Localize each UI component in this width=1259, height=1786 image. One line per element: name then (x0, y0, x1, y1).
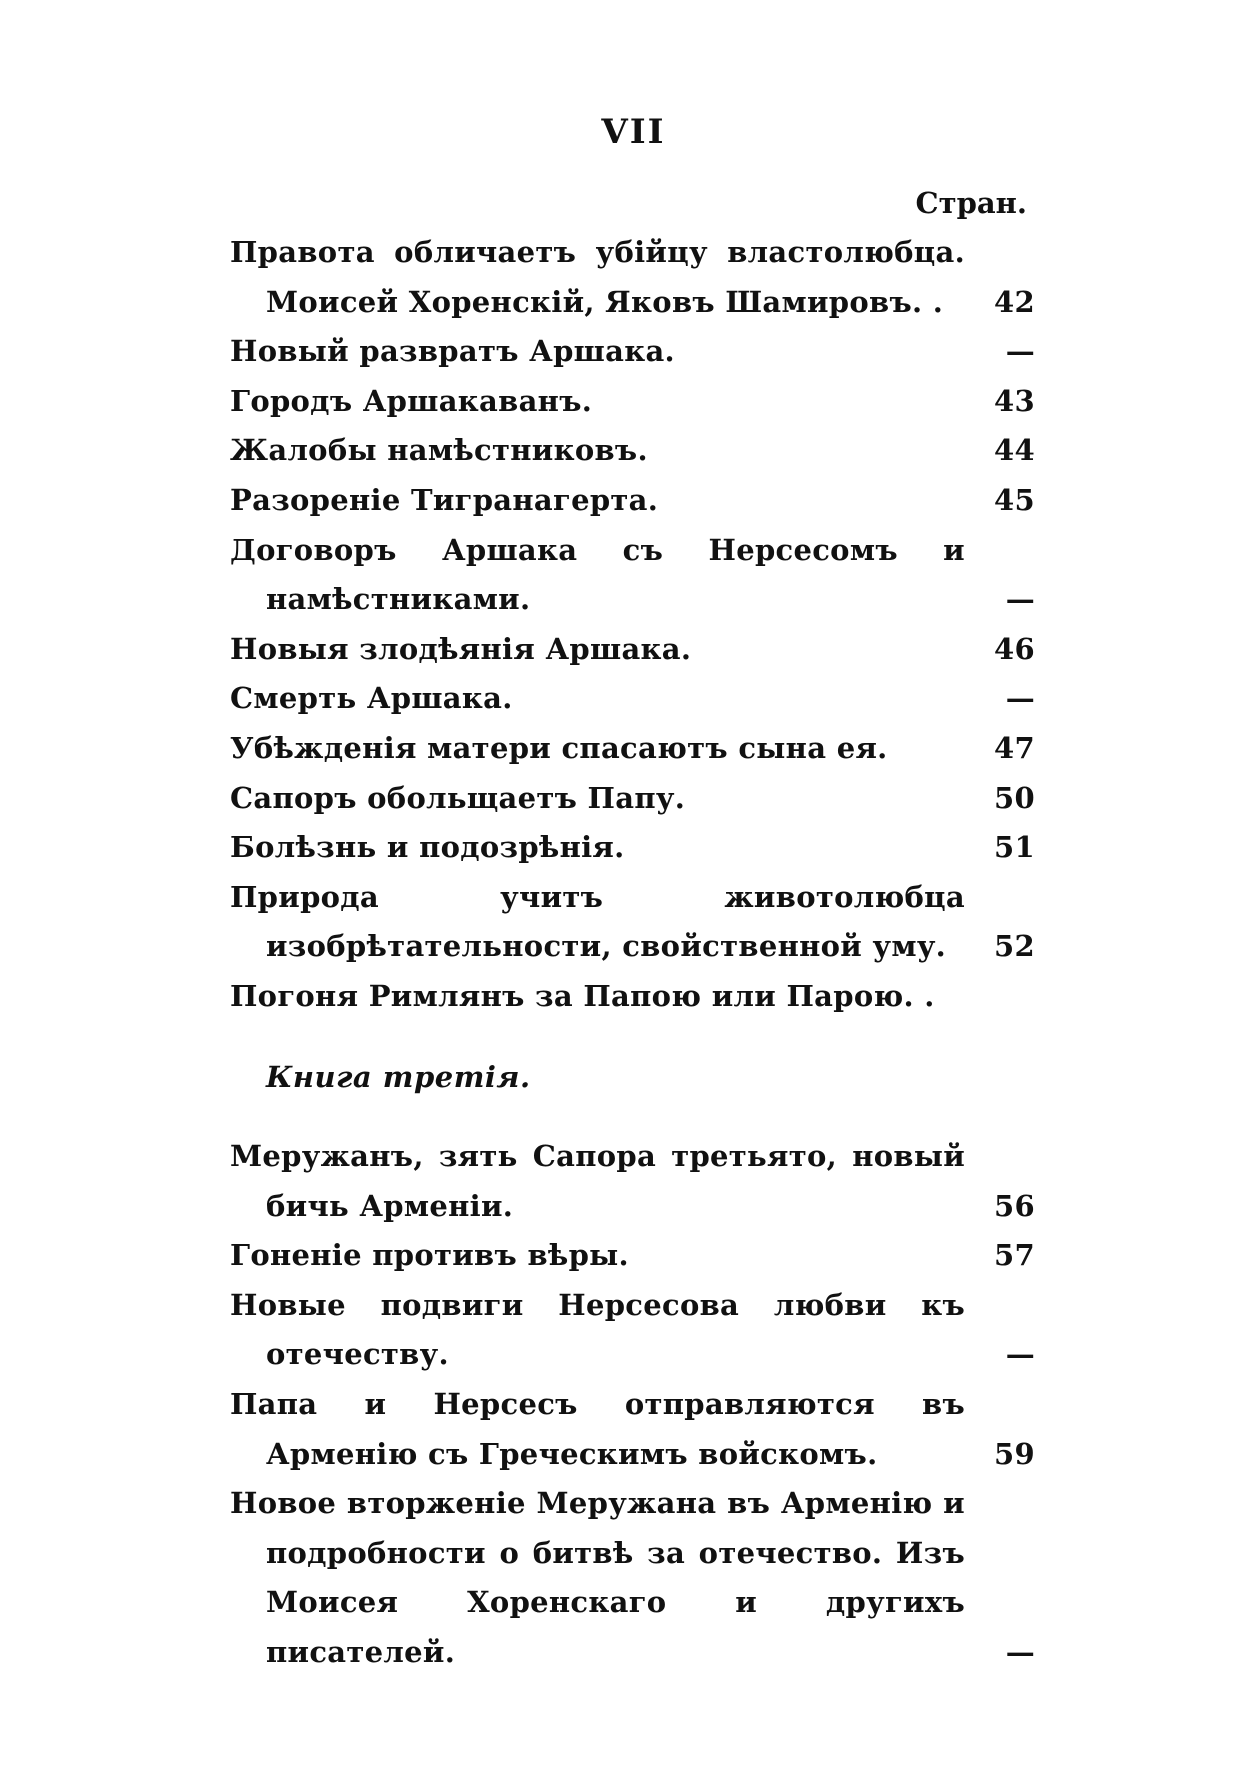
toc-entry-page: 50 (994, 780, 1035, 815)
toc-entry-text: Разореніе Тигранагерта. (230, 482, 659, 517)
toc-entry-text: Новыя злодѣянія Аршака. (230, 631, 692, 666)
toc-entry-text: Сапоръ обольщаетъ Папу. (230, 780, 686, 815)
toc-entry-text: Новый развратъ Аршака. (230, 334, 675, 369)
toc-entry-text: Городъ Аршакаванъ. (230, 383, 593, 418)
toc-entry-page: 45 (994, 482, 1035, 517)
page-column-label: Стран. (915, 186, 1027, 220)
table-of-contents-book-three (230, 1132, 1035, 1678)
toc-entry-page: — (1005, 1337, 1035, 1372)
toc-entry (230, 674, 1035, 724)
toc-entry (230, 1231, 1035, 1281)
toc-entry-page: 46 (994, 631, 1035, 666)
toc-entry (230, 1281, 1035, 1380)
toc-entry (230, 1479, 1035, 1677)
toc-entry-text: Природа учитъ животолюбца изобрѣтательности, свойственной уму. (230, 879, 965, 964)
toc-entry-text: Новые подвиги Нерсесова любви къ отечеству. (230, 1287, 965, 1372)
section-title: Книга третія. (266, 1059, 531, 1094)
toc-entry-page: — (1005, 582, 1035, 617)
toc-entry (230, 625, 1035, 675)
toc-entry-text: Болѣзнь и подозрѣнія. (230, 830, 625, 865)
toc-entry (230, 228, 1035, 327)
toc-entry-page: 47 (994, 730, 1035, 765)
toc-entry (230, 873, 1035, 972)
toc-entry (230, 327, 1035, 377)
toc-entry-page: — (1005, 334, 1035, 369)
toc-entry-page: 51 (994, 830, 1035, 865)
toc-entry-text: Договоръ Аршака съ Нерсесомъ и намѣстниками. (230, 532, 965, 617)
toc-entry-text: Жалобы намѣстниковъ. (230, 433, 648, 468)
toc-entry-text: Погоня Римлянъ за Папою или Парою. . (230, 978, 935, 1013)
toc-entry-page: 59 (994, 1436, 1035, 1471)
toc-entry-page: 43 (994, 383, 1035, 418)
toc-entry (230, 823, 1035, 873)
toc-entry-text: Меружанъ, зять Сапора третьято, новый бичь Арменіи. (230, 1139, 965, 1223)
toc-entry-text: Убѣжденія матери спасаютъ сына ея. (230, 730, 888, 765)
toc-entry (230, 1132, 1035, 1231)
toc-entry-page: — (1005, 1634, 1035, 1669)
toc-entry-text: Папа и Нерсесъ отправляются въ Арменію съ Греческимъ войскомъ. (230, 1386, 965, 1471)
toc-entry-page: 42 (994, 284, 1035, 319)
toc-entry-page: 57 (994, 1238, 1035, 1273)
table-of-contents (230, 228, 1035, 1102)
page-number: VII (601, 112, 666, 152)
toc-entry-page: — (1005, 681, 1035, 716)
toc-entry-page: 44 (994, 433, 1035, 468)
toc-entry (230, 1380, 1035, 1479)
toc-entry (230, 476, 1035, 526)
toc-entry-text: Новое вторженіе Меружана въ Арменію и подробности о битвѣ за отечество. Изъ Моисея Хоренскаго и другихъ писателей. (230, 1486, 965, 1669)
toc-entry-text: Правота обличаетъ убійцу властолюбца. Моисей Хоренскій, Яковъ Шамировъ. . (230, 235, 965, 319)
toc-entry (230, 426, 1035, 476)
toc-entry (230, 377, 1035, 427)
toc-entry (230, 972, 1035, 1022)
toc-entry (230, 774, 1035, 824)
toc-entry-text: Гоненіе противъ вѣры. (230, 1238, 629, 1273)
toc-entry-page: 56 (994, 1188, 1035, 1223)
toc-entry-text: Смерть Аршака. (230, 681, 513, 716)
toc-entry (230, 724, 1035, 774)
toc-entry-page: 52 (994, 929, 1035, 964)
toc-entry (230, 526, 1035, 625)
